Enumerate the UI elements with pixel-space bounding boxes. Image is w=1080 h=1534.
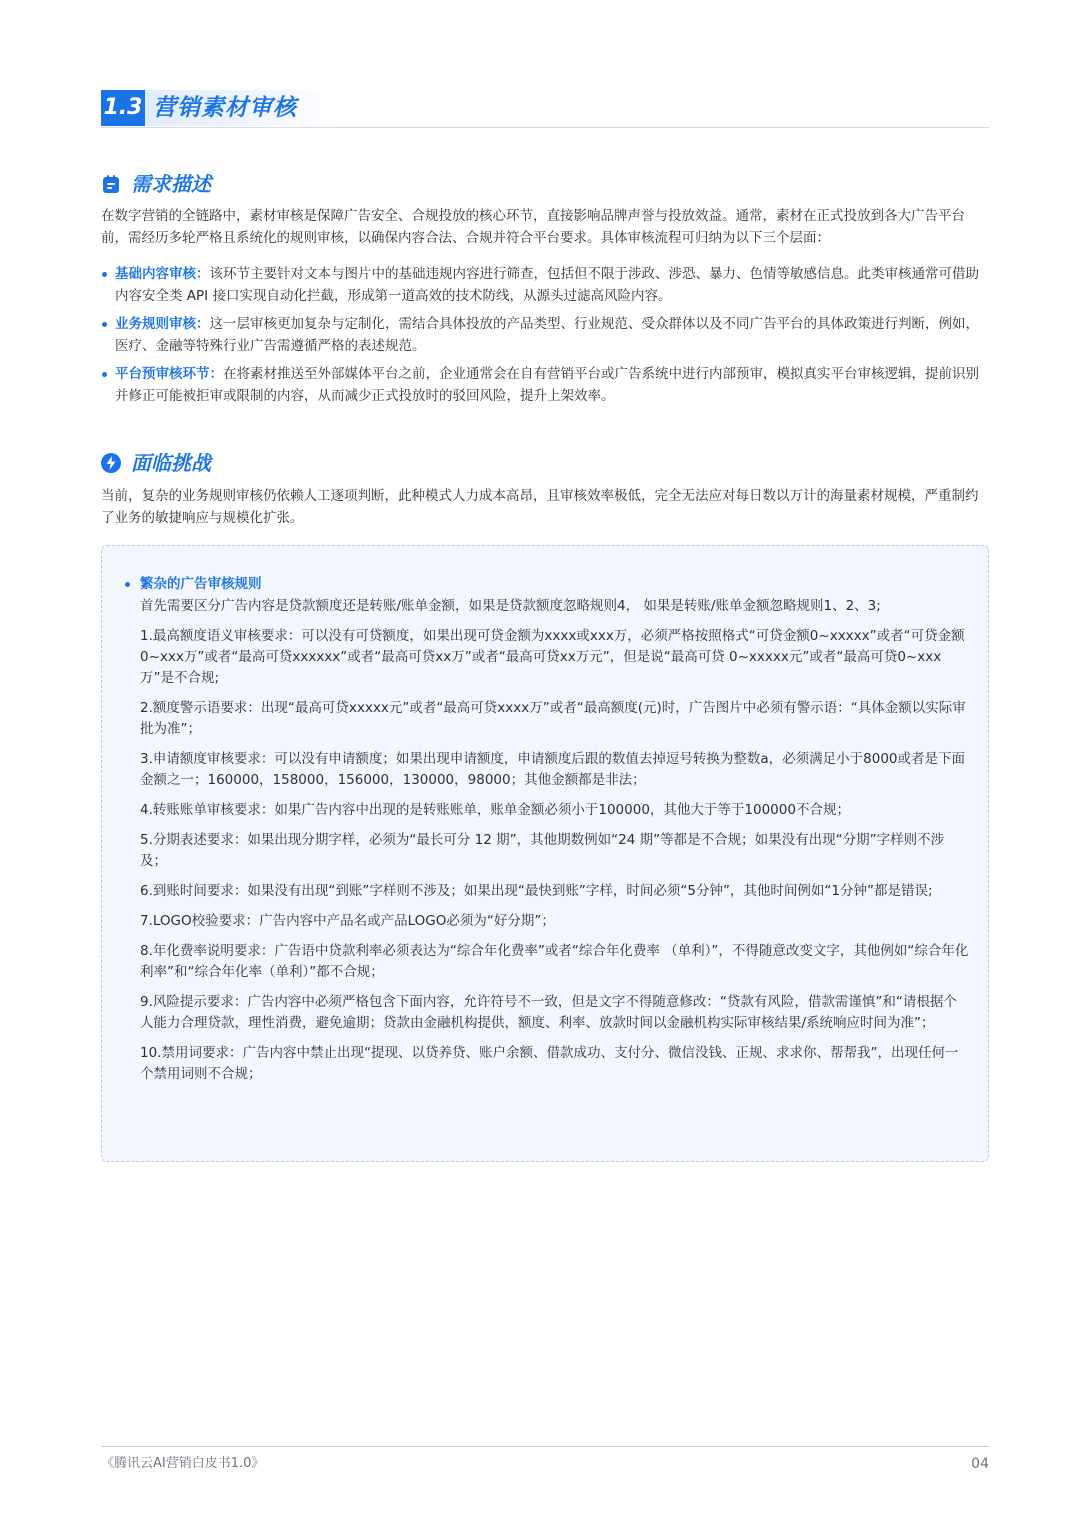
- rules-heading: 繁杂的广告审核规则: [124, 573, 262, 595]
- rule-item: 7.LOGO校验要求：广告内容中产品名或产品LOGO必须为“好分期”；: [140, 913, 555, 929]
- lightning-icon: [101, 453, 121, 473]
- rules-box: [101, 545, 989, 1162]
- bullet-label: 基础内容审核：: [115, 266, 210, 282]
- rules-intro: 首先需要区分广告内容是贷款额度还是转账/账单金额，如果是贷款额度忽略规则4， 如果是转账/账单金额忽略规则1、2、3;: [140, 598, 881, 614]
- bullet-label: 业务规则审核：: [115, 316, 210, 332]
- header-divider: [101, 127, 989, 128]
- section-title: 营销素材审核: [153, 95, 297, 121]
- rule-item: 4.转账账单审核要求：如果广告内容中出现的是转账账单，账单金额必须小于100000，其他大于等于100000不合规；: [140, 802, 850, 818]
- bullet-text: 在将素材推送至外部媒体平台之前，企业通常会在自有营销平台或广告系统中进行内部预审，模拟真实平台审核逻辑，提前识别并修正可能被拒审或限制的内容，从而减少正式投放时的驳回风险，提升上架效率。: [115, 366, 979, 404]
- rules-list: [140, 626, 970, 1094]
- footer-title: 《腾讯云AI营销白皮书1.0》: [101, 1456, 265, 1471]
- rule-item: 6.到账时间要求：如果没有出现“到账”字样则不涉及；如果出现“最快到账”字样，时间必须“5分钟”，其他时间例如“1分钟”都是错误;: [140, 883, 933, 899]
- bullet-label: 平台预审核环节：: [115, 366, 223, 382]
- rule-item: 10.禁用词要求：广告内容中禁止出现“提现、以贷养贷、账户余额、借款成功、支付分、微信没钱、正规、求求你、帮帮我”，出现任何一个禁用词则不合规；: [140, 1045, 959, 1082]
- clipboard-icon: [101, 174, 121, 194]
- rule-item: 5.分期表述要求：如果出现分期字样，必须为“最长可分 12 期”，其他期数例如“24 期”等都是不合规；如果没有出现“分期”字样则不涉及；: [140, 832, 945, 869]
- section-header: [101, 90, 341, 126]
- footer-divider: [101, 1446, 989, 1447]
- section-number: 1.3: [101, 90, 145, 126]
- page-number: 04: [971, 1456, 989, 1472]
- bullet-text: 该环节主要针对文本与图片中的基础违规内容进行筛查，包括但不限于涉政、涉恐、暴力、色情等敏感信息。此类审核通常可借助内容安全类 API 接口实现自动化拦截，形成第一道高效的技术防线，从源头过滤高风险内容。: [115, 266, 979, 304]
- rule-item: 9.风险提示要求：广告内容中必须严格包含下面内容，允许符号不一致，但是文字不得随意修改：“贷款有风险，借款需谨慎”和“请根据个人能力合理贷款，理性消费，避免逾期；贷款由金融机构提供，额度、利率、放款时间以金融机构实际审核结果/系统响应时间为准”；: [140, 994, 957, 1031]
- rule-item: 8.年化费率说明要求：广告语中贷款利率必须表达为“综合年化费率”或者“综合年化费率 （单利）”，不得随意改变文字，其他例如“综合年化利率”和“综合年化率（单利）”都不合规；: [140, 943, 969, 980]
- rule-item: 2.额度警示语要求：出现“最高可贷xxxxx元”或者“最高可贷xxxx万”或者“最高额度(元)时，广告图片中必须有警示语：“具体金额以实际审批为准”；: [140, 700, 966, 737]
- challenge-intro: 当前，复杂的业务规则审核仍依赖人工逐项判断，此种模式人力成本高昂，且审核效率极低，完全无法应对每日数以万计的海量素材规模，严重制约了业务的敏捷响应与规模化扩张。: [101, 488, 979, 526]
- demand-list: [101, 263, 991, 413]
- list-item: [101, 363, 991, 407]
- list-item: [101, 263, 991, 307]
- rule-item: 3.申请额度审核要求：可以没有申请额度；如果出现申请额度，申请额度后跟的数值去掉逗号转换为整数a，必须满足小于8000或者是下面金额之一；160000，158000，156000，130000，98000；其他金额都是非法；: [140, 751, 966, 788]
- challenge-title: 面临挑战: [131, 451, 211, 475]
- bullet-text: 这一层审核更加复杂与定制化，需结合具体投放的产品类型、行业规范、受众群体以及不同广告平台的具体政策进行判断，例如，医疗、金融等特殊行业广告需遵循严格的表述规范。: [115, 316, 979, 354]
- demand-title: 需求描述: [131, 172, 211, 196]
- list-item: [101, 313, 991, 357]
- rule-item: 1.最高额度语义审核要求：可以没有可贷额度，如果出现可贷金额为xxxx或xxx万，必须严格按照格式“可贷金额0~xxxxx”或者“可贷金额0~xxx万”或者“最高可贷xxxxxx”或者“最高可贷xx万”或者“最高可贷xx万元”，但是说“最高可贷 0~xxxxx元”或者“最高可贷0~xxx万”是不合规;: [140, 628, 965, 686]
- demand-intro: 在数字营销的全链路中，素材审核是保障广告安全、合规投放的核心环节，直接影响品牌声誉与投放效益。通常，素材在正式投放到各大广告平台前，需经历多轮严格且系统化的规则审核，以确保内容合法、合规并符合平台要求。具体审核流程可归纳为以下三个层面：: [101, 208, 965, 246]
